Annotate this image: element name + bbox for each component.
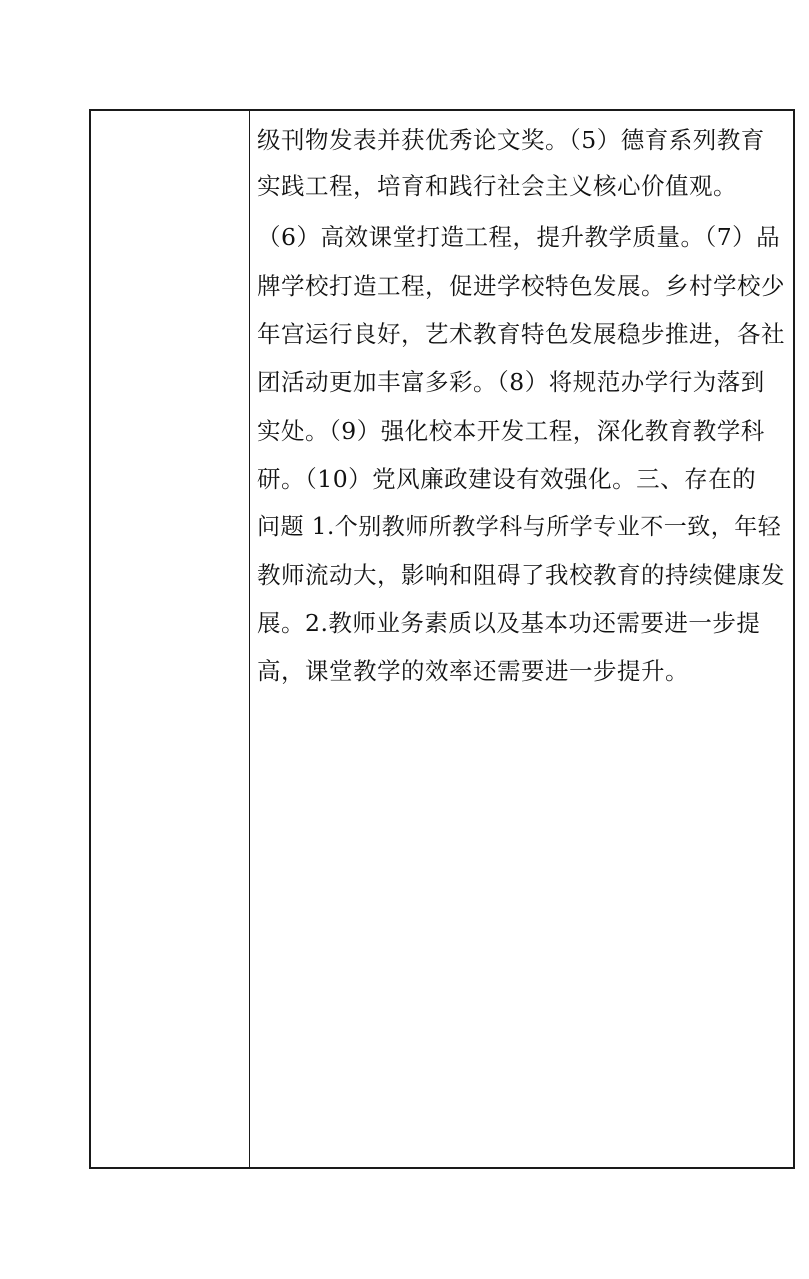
text-line: 问题 1.个别教师所教学科与所学专业不一致，年轻	[257, 514, 782, 540]
text-line: 教师流动大，影响和阻碍了我校教育的持续健康发	[257, 561, 785, 589]
text-line: （6）高效课堂打造工程，提升教学质量。（7）品	[257, 223, 781, 251]
text-line: 实处。（9）强化校本开发工程，深化教育教学科	[257, 417, 765, 445]
label-cell	[91, 111, 249, 1167]
text-line: 年宫运行良好，艺术教育特色发展稳步推进，各社	[257, 320, 785, 348]
text-line: 高，课堂教学的效率还需要进一步提升。	[257, 657, 689, 685]
text-line: 牌学校打造工程，促进学校特色发展。乡村学校少	[257, 272, 785, 300]
column-divider	[249, 111, 250, 1167]
text-line: 团活动更加丰富多彩。（8）将规范办学行为落到	[257, 368, 765, 396]
text-line: 级刊物发表并获优秀论文奖。（5）德育系列教育	[257, 126, 765, 154]
text-line: 展。2.教师业务素质以及基本功还需要进一步提	[257, 609, 761, 637]
text-line: 实践工程，培育和践行社会主义核心价值观。	[257, 172, 737, 200]
form-table	[89, 109, 795, 1169]
content-cell	[251, 111, 793, 1167]
text-line: 研。（10）党风廉政建设有效强化。三、存在的	[257, 465, 757, 493]
